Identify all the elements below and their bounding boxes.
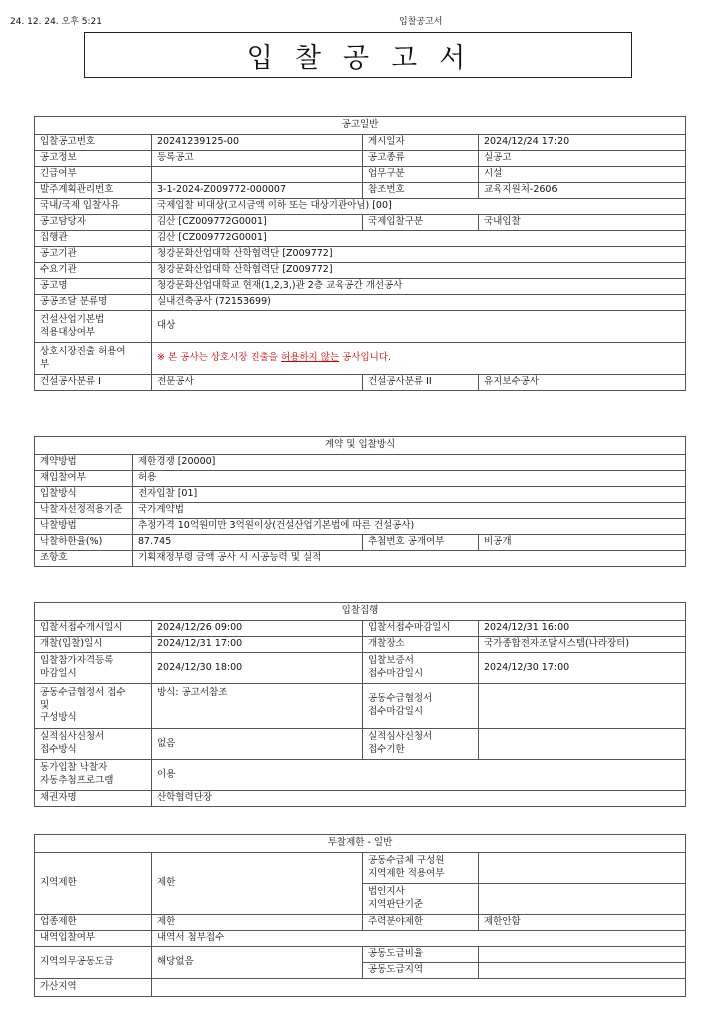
- field-label: 공동수급체 구성원 지역제한 적용여부: [363, 853, 479, 884]
- field-label: 업무구분: [363, 167, 479, 183]
- field-label: 공고종류: [363, 151, 479, 167]
- field-label: 입찰공고번호: [35, 135, 152, 151]
- urgent-flag: [152, 167, 363, 183]
- joint-close-time: [479, 684, 686, 729]
- field-label: 입찰참가자격등록 마감일시: [35, 653, 152, 684]
- main-field-limit: 제한안함: [479, 915, 686, 931]
- post-date: 2024/12/24 17:20: [479, 135, 686, 151]
- rebid-allowed: 허용: [133, 471, 686, 487]
- notice-name: 청강문화산업대학교 현재(1,2,3,)관 2층 교육공간 개선공사: [152, 279, 686, 295]
- branch-region-criteria: [479, 884, 686, 915]
- procurement-category: 실내건축공사 (72153699): [152, 295, 686, 311]
- section-title: 계약 및 입찰방식: [35, 437, 686, 455]
- deposit-deadline: 2024/12/30 17:00: [479, 653, 686, 684]
- field-label: 건설산업기본법 적용대상여부: [35, 311, 152, 343]
- field-label: 동가입찰 낙찰자 자동추첨프로그램: [35, 760, 152, 791]
- field-label: 공동수급협정서 접수 및 구성방식: [35, 684, 152, 729]
- field-label: 상호시장진출 허용여 부: [35, 343, 152, 375]
- print-header-title: 입찰공고서: [399, 17, 443, 27]
- creditor-name: 산학협력단장: [152, 791, 686, 807]
- itemized-bid: 내역서 첨부접수: [152, 931, 686, 947]
- region-limit: 제한: [152, 853, 363, 915]
- construction-class-2: 유지보수공사: [479, 375, 686, 391]
- field-label: 계약방법: [35, 455, 133, 471]
- field-label: 공고기관: [35, 247, 152, 263]
- limits-section: [34, 834, 686, 997]
- field-label: 공동도급지역: [363, 963, 479, 979]
- general-section: [34, 116, 686, 391]
- added-region: [152, 979, 686, 997]
- field-label: 낙찰하한율(%): [35, 535, 133, 551]
- notice-kind: 실공고: [479, 151, 686, 167]
- industry-limit: 제한: [152, 915, 363, 931]
- section-title: 입찰집행: [35, 603, 686, 621]
- construction-class-1: 전문공사: [152, 375, 363, 391]
- field-label: 업종제한: [35, 915, 152, 931]
- print-datetime: 24. 12. 24. 오후 5:21: [10, 17, 102, 27]
- contract-method: 제한경쟁 [20000]: [133, 455, 686, 471]
- business-type: 시설: [479, 167, 686, 183]
- field-label: 입찰서접수개시일시: [35, 621, 152, 637]
- field-label: 추첨번호 공개여부: [363, 535, 479, 551]
- notice-officer: 김산 [CZ009772G0001]: [152, 215, 363, 231]
- executor: 김산 [CZ009772G0001]: [152, 231, 686, 247]
- intl-bid-division: 국내입찰: [479, 215, 686, 231]
- field-label: 게시일자: [363, 135, 479, 151]
- bid-type: 전자입찰 [01]: [133, 487, 686, 503]
- field-label: 개찰(입찰)일시: [35, 637, 152, 653]
- document-title: 입찰공고서: [84, 32, 632, 78]
- field-label: 가산지역: [35, 979, 152, 997]
- field-label: 법인지사 지역판단기준: [363, 884, 479, 915]
- field-label: 입찰서접수마감일시: [363, 621, 479, 637]
- field-label: 공동도급비율: [363, 947, 479, 963]
- contract-section: [34, 436, 686, 567]
- section-title: 투찰제한 - 일반: [35, 835, 686, 853]
- field-label: 주력분야제한: [363, 915, 479, 931]
- bid-number: 20241239125-00: [152, 135, 363, 151]
- plan-number: 3-1-2024-Z009772-000007: [152, 183, 363, 199]
- field-label: 집행관: [35, 231, 152, 247]
- field-label: 지역제한: [35, 853, 152, 915]
- field-label: 공공조달 분류명: [35, 295, 152, 311]
- lottery-disclosure: 비공개: [479, 535, 686, 551]
- field-label: 국내/국제 입찰사유: [35, 199, 152, 215]
- field-label: 입찰보증서 접수마감일시: [363, 653, 479, 684]
- section-title: 공고일반: [35, 117, 686, 135]
- tie-lottery-program: 이용: [152, 760, 686, 791]
- field-label: 공동수급협정서 접수마감일시: [363, 684, 479, 729]
- selection-criteria: 국가계약법: [133, 503, 686, 519]
- performance-method: 없음: [152, 729, 363, 760]
- field-label: 내역입찰여부: [35, 931, 152, 947]
- construction-law-applicable: 대상: [152, 311, 686, 343]
- award-floor-rate: 87.745: [133, 535, 363, 551]
- registration-deadline: 2024/12/30 18:00: [152, 653, 363, 684]
- field-label: 낙찰방법: [35, 519, 133, 535]
- jv-region-applicable: [479, 853, 686, 884]
- execution-section: [34, 602, 686, 807]
- bid-close-time: 2024/12/31 16:00: [479, 621, 686, 637]
- field-label: 공고담당자: [35, 215, 152, 231]
- field-label: 건설공사분류 II: [363, 375, 479, 391]
- opening-place: 국가종합전자조달시스템(나라장터): [479, 637, 686, 653]
- award-method: 추정가격 10억원미만 3억원이상(건설산업기본법에 따른 건설공사): [133, 519, 686, 535]
- field-label: 재입찰여부: [35, 471, 133, 487]
- field-label: 공고명: [35, 279, 152, 295]
- field-label: 개찰장소: [363, 637, 479, 653]
- field-label: 참조번호: [363, 183, 479, 199]
- field-label: 수요기관: [35, 263, 152, 279]
- jv-ratio: [479, 947, 686, 963]
- field-label: 공고정보: [35, 151, 152, 167]
- field-label: 실적심사신청서 접수방식: [35, 729, 152, 760]
- mutual-market-notice: ※ 본 공사는 상호시장 진출을 허용하지 않는 공사입니다.: [152, 343, 686, 375]
- field-label: 건설공사분류 I: [35, 375, 152, 391]
- notice-info: 등록공고: [152, 151, 363, 167]
- field-label: 국제입찰구분: [363, 215, 479, 231]
- field-label: 조항호: [35, 551, 133, 567]
- intl-bid-reason: 국제입찰 비대상(고시금액 이하 또는 대상기관아님) [00]: [152, 199, 686, 215]
- opening-time: 2024/12/31 17:00: [152, 637, 363, 653]
- field-label: 긴급여부: [35, 167, 152, 183]
- field-label: 지역의무공동도급: [35, 947, 152, 979]
- performance-deadline: [479, 729, 686, 760]
- field-label: 입찰방식: [35, 487, 133, 503]
- clause: 기획재정부령 금액 공사 시 시공능력 및 실적: [133, 551, 686, 567]
- demand-org: 청강문화산업대학 산학협력단 [Z009772]: [152, 263, 686, 279]
- reference-number: 교육지원처-2606: [479, 183, 686, 199]
- bid-start-time: 2024/12/26 09:00: [152, 621, 363, 637]
- field-label: 실적심사신청서 접수기한: [363, 729, 479, 760]
- jv-area: [479, 963, 686, 979]
- notice-org: 청강문화산업대학 산학협력단 [Z009772]: [152, 247, 686, 263]
- field-label: 발주계획관리번호: [35, 183, 152, 199]
- field-label: 낙찰자선정적용기준: [35, 503, 133, 519]
- mandatory-joint-contract: 해당없음: [152, 947, 363, 979]
- joint-method: 방식: 공고서참조: [152, 684, 363, 729]
- field-label: 채권자명: [35, 791, 152, 807]
